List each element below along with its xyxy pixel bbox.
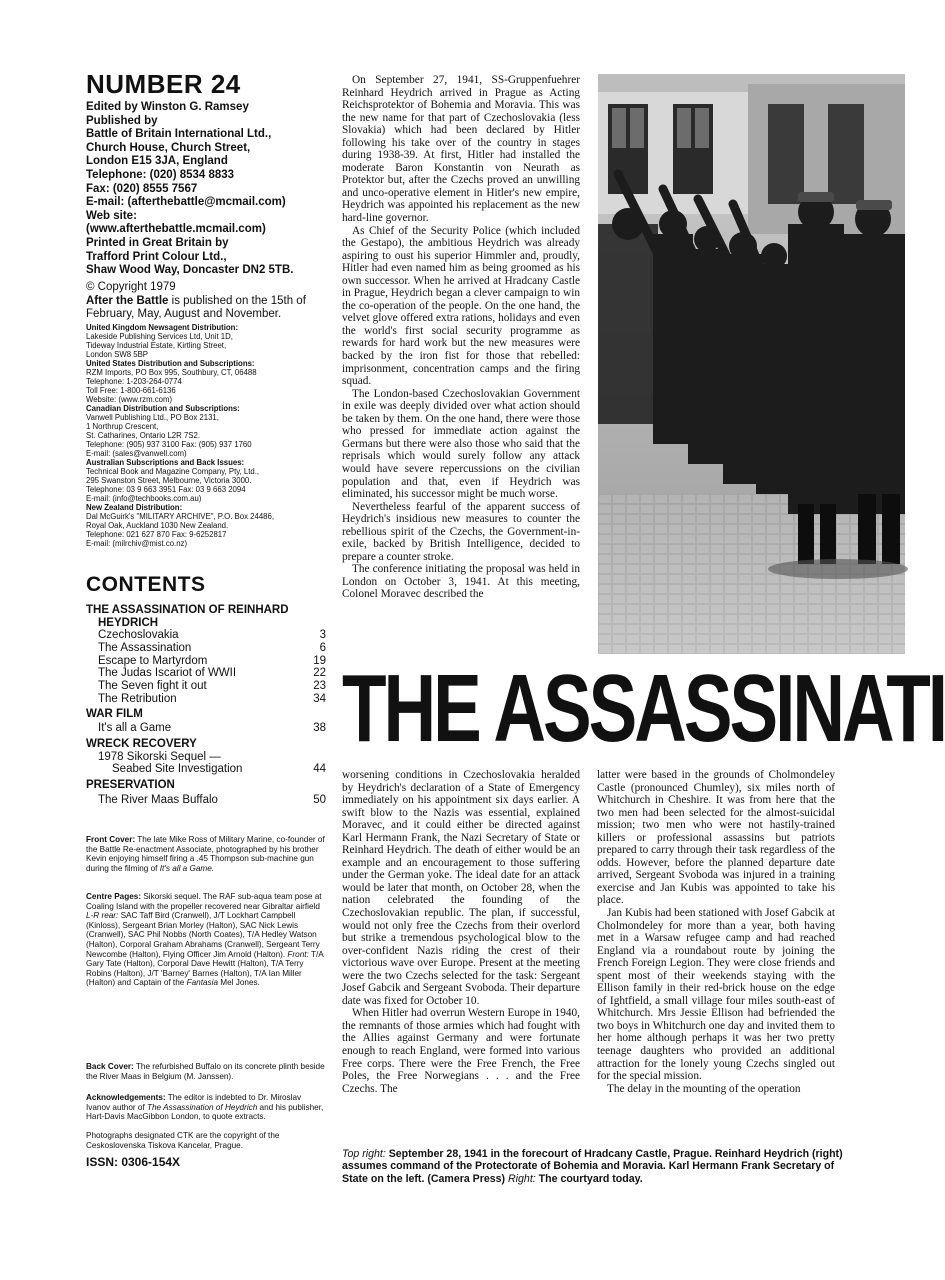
printer-line: Shaw Wood Way, Doncaster DN2 5TB. <box>86 264 294 277</box>
distribution-line: Dal McGuirk's "MILITARY ARCHIVE", P.O. Box 24486, <box>86 511 275 521</box>
note-label: Front Cover: <box>86 835 136 844</box>
note-italic: L-R rear: <box>86 911 119 921</box>
toc-entry[interactable] <box>86 794 326 807</box>
toc-entry-label: Escape to Martyrdom <box>98 654 208 667</box>
distribution-line: Vanwell Publishing Ltd., PO Box 2131, <box>86 412 219 422</box>
heydrich-photo <box>598 74 905 654</box>
toc-entry-label: The Assassination <box>98 641 192 654</box>
toc-entry[interactable] <box>86 722 326 735</box>
fax-line: Fax: (020) 8555 7567 <box>86 182 198 195</box>
printer-line: Trafford Print Colour Ltd., <box>86 250 227 263</box>
distribution-line: Lakeside Publishing Services Ltd, Unit 1D, <box>86 331 233 341</box>
note-italic: Front: <box>287 949 309 959</box>
caption-position-label: Top right: <box>342 1148 386 1160</box>
note-text: Sikorski sequel. The RAF sub-aqua team pose at Coaling Island with the propeller recovered near Gibraltar airfield <box>86 892 322 911</box>
toc-entry-label: The Seven fight it out <box>98 680 207 693</box>
toc-entry-label: It's all a Game <box>98 722 172 735</box>
publisher-info <box>86 101 326 278</box>
distribution-block <box>86 359 326 404</box>
website-label: Web site: <box>86 209 137 222</box>
note-label: Centre Pages: <box>86 892 142 901</box>
toc-entry[interactable] <box>86 763 326 776</box>
toc-entry-label: The River Maas Buffalo <box>98 793 218 806</box>
toc-page-number: 6 <box>319 641 326 654</box>
article-paragraph: latter were based in the grounds of Cholmondeley Castle (pronounced Chumley), six miles north of Whitchurch in Cheshire. It was from here that the two men had been selected for the almost-suicidal mission; two men who were not hastily-trained killers or professional assassins but patriots prepared to carry through their task regardless of the odds. However, before the planned departure date arrived, Sergeant Svoboda was injured in a training exercise and Jan Kubis was appointed to take his place. <box>597 769 835 907</box>
photo-credits-note: Photographs designated CTK are the copyright of the Ceskoslovenska Tiskova Kancelar, Prague. <box>86 1131 280 1150</box>
distribution-line: Toll Free: 1-800-661-6136 <box>86 385 176 395</box>
distribution-heading: United Kingdom Newsagent Distribution: <box>86 322 239 332</box>
distribution-line: Telephone: 021 627 870 Fax: 9-6252817 <box>86 529 227 539</box>
toc-entry[interactable] <box>86 629 326 642</box>
toc-page-number: 38 <box>313 722 326 735</box>
note-text: The editor is indebted to Dr. Miroslav Ivanov author of <box>86 1093 302 1112</box>
distribution-line: E-mail: (info@techbooks.com.au) <box>86 493 202 503</box>
contents-heading: CONTENTS <box>86 573 206 596</box>
note-text: T/A Gary Tate (Halton), Corporal Dave Hewitt (Halton), T/A Terry Robins (Halton), J/T 'Barney' Barnes (Halton), T/A Ian Miller (Halton) and Captain of the <box>86 949 324 988</box>
schedule-text: is published on the 15th of February, May, August and November. <box>86 294 306 320</box>
website-line: (www.afterthebattle.mcmail.com) <box>86 223 266 236</box>
toc-entry[interactable] <box>86 680 326 693</box>
toc-entry-label: Seabed Site Investigation <box>112 763 243 776</box>
toc-page-number: 44 <box>313 763 326 776</box>
distribution-line: Tideway Industrial Estate, Kirtling Street, <box>86 340 227 350</box>
caption-text: September 28, 1941 in the forecourt of Hradcany Castle, Prague. Reinhard Heydrich (right) assumes command of the Protectorate of Bohemia and Moravia. Karl Hermann Frank Secretary of State on the left. (Camera Press) <box>342 1148 843 1185</box>
address-line: London E15 3JA, England <box>86 155 228 168</box>
distribution-line: Website: (www.rzm.com) <box>86 394 173 404</box>
toc-entry[interactable] <box>86 655 326 668</box>
article-paragraph: worsening conditions in Czechoslovakia heralded by Heydrich's declaration of a State of Emergency immediately on his appointment six days earlier. A swift blow to the Nazis was essential, explained Moravec, and it could either be directed against Karl Hermann Frank, the Nazi Secretary of State or Reinhard Heydrich. The death of either would be an example and an encouragement to those suffering under the German yoke. The ideal date for an attack would be later that month, on October 28, when the nation celebrated the founding of the Czechoslovakian republic. The plan, if successful, would not only free the Czechs from their overlord but strike a tremendous psychological blow to the over-confident Nazis riding the crest of their victorious wave over Europe. Present at the meeting were the two Czechs selected for the task: Sergeant Josef Gabcik and Sergeant Svoboda. Their departure date was fixed for October 10. <box>342 769 580 1007</box>
article-paragraph: As Chief of the Security Police (which included the Gestapo), the ambitious Heydrich was already aspiring to oust his superior Himmler and, proudly, Hitler had even named him as being groomed as his own successor. When he arrived at Hradcany Castle in Prague, Heydrich began a clever campaign to win the co-operation of the people. On the one hand, the velvet glove offered extra rations, holidays and even the world's first social security programme as rewards for hard work but the new measures were backed by the iron fist for those that rebelled: imprisonment, concentration camps and the firing squad. <box>342 224 580 388</box>
toc-entry[interactable] <box>86 693 326 706</box>
address-line: Church House, Church Street, <box>86 141 251 154</box>
toc-entry[interactable] <box>86 667 326 680</box>
article-column-2 <box>342 769 580 1095</box>
distribution-block <box>86 458 326 503</box>
front-cover-note <box>86 835 326 873</box>
toc-entry[interactable] <box>86 642 326 655</box>
publication-schedule <box>86 295 326 321</box>
magazine-name: After the Battle <box>86 294 169 307</box>
distribution-list <box>86 323 326 548</box>
toc-section-title: PRESERVATION <box>86 779 175 792</box>
toc-page-number: 3 <box>319 629 326 641</box>
article-paragraph: The conference initiating the proposal was held in London on October 3, 1941. At this meeting, Colonel Moravec described the <box>342 563 580 601</box>
article-paragraph: Nevertheless fearful of the apparent success of Heydrich's insidious new measures to counter the rebellious spirit of the Czechs, the Government-in-exile, backed by British Intelligence, decided to prepare a counter stroke. <box>342 500 580 563</box>
distribution-block <box>86 323 326 359</box>
article-paragraph: The delay in the mounting of the operation <box>607 1082 801 1095</box>
photo-illustration <box>598 74 905 654</box>
distribution-block <box>86 404 326 458</box>
copyright-line: © Copyright 1979 <box>86 280 176 293</box>
centre-pages-note <box>86 892 326 988</box>
editor-line: Edited by Winston G. Ramsey <box>86 101 249 113</box>
note-label: Back Cover: <box>86 1062 134 1071</box>
published-by-line: Published by <box>86 114 158 127</box>
caption-text: The courtyard today. <box>535 1172 643 1185</box>
printer-line: Printed in Great Britain by <box>86 236 229 249</box>
email-line: E-mail: (afterthebattle@mcmail.com) <box>86 196 286 209</box>
toc-section-title: HEYDRICH <box>98 616 159 629</box>
distribution-line: 295 Swanston Street, Melbourne, Victoria 3000. <box>86 475 252 485</box>
distribution-line: 1 Northrup Crescent, <box>86 421 159 431</box>
distribution-block <box>86 503 326 548</box>
toc-page-number: 50 <box>313 793 326 806</box>
note-text: The refurbished Buffalo on its concrete plinth beside the River Maas in Belgium (M. Janssen). <box>86 1062 325 1081</box>
toc-entry-label: Czechoslovakia <box>98 629 179 641</box>
toc-page-number: 34 <box>313 692 326 705</box>
note-italic: Fantasia <box>186 978 218 988</box>
distribution-line: St. Catharines, Ontario L2R 7S2. <box>86 430 200 440</box>
toc-entry-label: The Judas Iscariot of WWII <box>98 667 237 680</box>
distribution-heading: Australian Subscriptions and Back Issues: <box>86 457 245 467</box>
article-headline: THE ASSASSINATI <box>342 655 945 762</box>
photo-caption <box>342 1148 862 1185</box>
distribution-line: Telephone: 1-203-264-0774 <box>86 376 182 386</box>
article-paragraph: Jan Kubis had been stationed with Josef Gabcik at Cholmondeley for more than a year, both having met in a Warsaw refugee camp and had reached England via a roundabout route by joining the French Foreign Legion. They were close friends and spent most of their weekends staying with the Ellison family in their red-brick house on the edge of Ightfield, a small village four miles south-east of Whitchurch. Mrs Jessie Ellison had befriended the two boys in Whitchurch one day and invited them to her home although perhaps it was her two pretty teenage daughters who provided an additional attraction for the lonely young Czechs singled out for the special mission. <box>597 907 835 1083</box>
article-paragraph: On September 27, 1941, SS-Gruppenfuehrer Reinhard Heydrich arrived in Prague as Acting Reichsprotektor of Bohemia and Moravia. This was the new name for that part of Czechoslovakia (less Slovakia) which had been declared by Hitler following his take over of the country in stages during 1938-39. At first, Hitler had installed the moderate Baron Konstantin von Neurath as Protektor but, after the Czechs proved an unwilling and unco-operative element in Hitler's new empire, Heydrich was appointed his replacement as the new hard-line governor. <box>342 74 580 225</box>
toc-entry-label: The Retribution <box>98 692 177 705</box>
distribution-heading: United States Distribution and Subscriptions: <box>86 358 255 368</box>
acknowledgements-note <box>86 1093 326 1122</box>
distribution-heading: New Zealand Distribution: <box>86 502 183 512</box>
note-text: The late Mike Ross of Military Marine, co-founder of the Battle Re-enactment Associate, photographed by his brother Kevin enjoying himself firing a .45 Thompson sub-machine gun during the filming of <box>86 835 325 873</box>
note-book-title: The Assassination of Heydrich <box>147 1102 258 1112</box>
note-text: Mel Jones. <box>218 978 260 988</box>
toc-section-title: WRECK RECOVERY <box>86 738 197 751</box>
publisher-name: Battle of Britain International Ltd., <box>86 128 272 141</box>
distribution-line: London SW8 5BP <box>86 349 148 359</box>
distribution-line: Technical Book and Magazine Company, Pty, Ltd., <box>86 466 260 476</box>
issn-number: ISSN: 0306-154X <box>86 1155 181 1169</box>
table-of-contents <box>86 604 326 806</box>
caption-position-label: Right: <box>508 1172 536 1185</box>
note-film-title: It's all a Game. <box>159 863 215 873</box>
distribution-line: Telephone: (905) 937 3100 Fax: (905) 937 1760 <box>86 439 252 449</box>
toc-section-title: THE ASSASSINATION OF REINHARD <box>86 604 289 616</box>
issue-number: NUMBER 24 <box>86 69 241 99</box>
distribution-line: E-mail: (sales@vanwell.com) <box>86 448 187 458</box>
masthead <box>86 70 326 548</box>
distribution-heading: Canadian Distribution and Subscriptions: <box>86 403 240 413</box>
note-text: and his publisher, Hart-Davis MacGibbon London, to quote extracts. <box>86 1102 324 1122</box>
toc-subtitle: 1978 Sikorski Sequel — <box>98 750 221 763</box>
toc-section-title: WAR FILM <box>86 707 143 720</box>
note-text: SAC Taff Bird (Cranwell), J/T Lockhart Campbell (Kinloss), Sergeant Brian Morley (Halton), SAC Nick Lewis (Cranwell), SAC Phil Nobbs (North Coates), T/A Hedley Watson (Halton), Corporal Graham Abrahams (Cranwell), Sergeant Terry Newcombe (Halton), Flying Officer Jim Arnold (Halton). <box>86 911 320 959</box>
article-paragraph: The London-based Czechoslovakian Government in exile was deeply divided over what action should be taken by them. On the one hand, there were those who pressed for immediate action against the Germans but there were also those who said that the reprisals which would surely follow any attack would have severe repercussions on the civilian population and that, even if Heydrich was eliminated, his successor might be much worse. <box>342 387 580 501</box>
distribution-line: E-mail: (milrchiv@mist.co.nz) <box>86 538 188 548</box>
telephone-line: Telephone: (020) 8534 8833 <box>86 168 235 181</box>
article-paragraph: When Hitler had overrun Western Europe in 1940, the remnants of those armies which had fought with the Allies against Germany and were fortunate enough to reach England, were formed into various Free corps. There were the Free French, the Free Poles, the Free Norwegians . . . and the Free Czechs. The <box>342 1007 580 1095</box>
distribution-line: Royal Oak, Auckland 1030 New Zealand. <box>86 520 229 530</box>
toc-page-number: 22 <box>313 667 326 680</box>
distribution-line: Telephone: 03 9 663 3951 Fax: 03 9 663 2094 <box>86 484 246 494</box>
article-column-1 <box>342 74 580 601</box>
toc-page-number: 19 <box>313 654 326 667</box>
distribution-line: RZM Imports, PO Box 995, Southbury, CT, 06488 <box>86 367 257 377</box>
back-cover-note <box>86 1062 326 1081</box>
note-label: Acknowledgements: <box>86 1093 166 1102</box>
toc-page-number: 23 <box>313 680 326 693</box>
article-column-3 <box>597 769 835 1095</box>
